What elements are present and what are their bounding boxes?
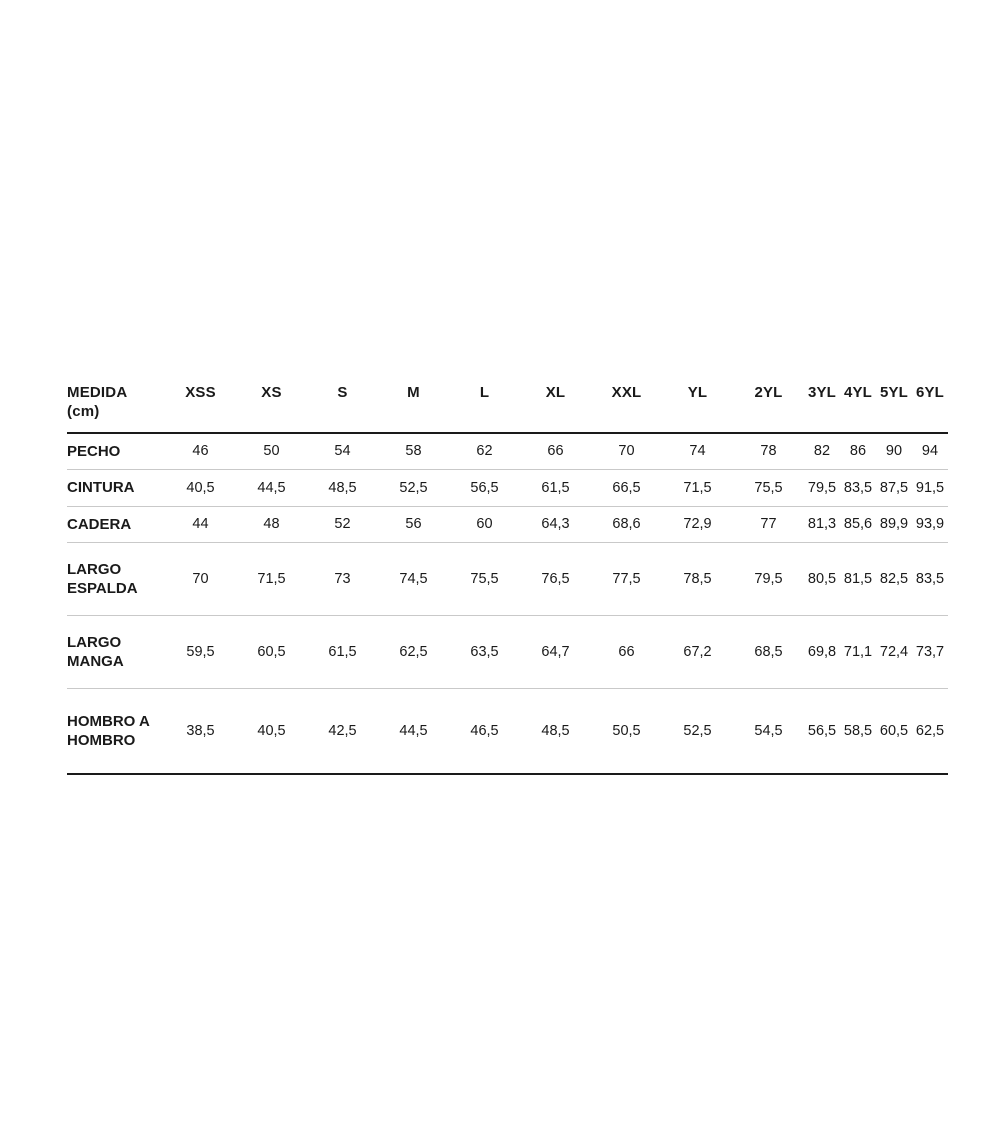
row-label-largo-espalda: LARGO ESPALDA [67, 543, 165, 616]
cell-cintura-xs: 44,5 [236, 470, 307, 507]
cell-cadera-m: 56 [378, 506, 449, 543]
cell-largo-manga-xl: 64,7 [520, 616, 591, 689]
cell-largo-espalda-m: 74,5 [378, 543, 449, 616]
cell-hombro-s: 42,5 [307, 689, 378, 775]
cell-pecho-xxl: 70 [591, 433, 662, 470]
cell-cadera-xxl: 68,6 [591, 506, 662, 543]
cell-hombro-xl: 48,5 [520, 689, 591, 775]
column-header-xl: XL [520, 376, 591, 433]
column-header-yl: YL [662, 376, 733, 433]
cell-hombro-xxl: 50,5 [591, 689, 662, 775]
cell-cadera-yl: 72,9 [662, 506, 733, 543]
row-label-pecho: PECHO [67, 433, 165, 470]
cell-cintura-xxl: 66,5 [591, 470, 662, 507]
cell-pecho-s: 54 [307, 433, 378, 470]
cell-largo-espalda-xxl: 77,5 [591, 543, 662, 616]
cell-hombro-3yl: 56,5 [804, 689, 840, 775]
cell-hombro-5yl: 60,5 [876, 689, 912, 775]
cell-cadera-xs: 48 [236, 506, 307, 543]
table-header [67, 376, 948, 433]
cell-hombro-4yl: 58,5 [840, 689, 876, 775]
size-chart-container [67, 376, 945, 775]
cell-cadera-2yl: 77 [733, 506, 804, 543]
cell-pecho-xss: 46 [165, 433, 236, 470]
cell-pecho-l: 62 [449, 433, 520, 470]
cell-largo-manga-5yl: 72,4 [876, 616, 912, 689]
cell-cadera-4yl: 85,6 [840, 506, 876, 543]
cell-largo-manga-2yl: 68,5 [733, 616, 804, 689]
column-header-xxl: XXL [591, 376, 662, 433]
cell-largo-espalda-l: 75,5 [449, 543, 520, 616]
cell-hombro-xs: 40,5 [236, 689, 307, 775]
cell-largo-espalda-xss: 70 [165, 543, 236, 616]
column-header-4yl: 4YL [840, 376, 876, 433]
cell-largo-manga-m: 62,5 [378, 616, 449, 689]
cell-hombro-m: 44,5 [378, 689, 449, 775]
cell-cadera-s: 52 [307, 506, 378, 543]
column-header-xs: XS [236, 376, 307, 433]
cell-largo-espalda-4yl: 81,5 [840, 543, 876, 616]
column-header-measure [67, 376, 165, 433]
table-row [67, 433, 948, 470]
cell-cadera-5yl: 89,9 [876, 506, 912, 543]
cell-cintura-2yl: 75,5 [733, 470, 804, 507]
cell-hombro-yl: 52,5 [662, 689, 733, 775]
cell-cintura-m: 52,5 [378, 470, 449, 507]
table-header-row [67, 376, 948, 433]
cell-hombro-xss: 38,5 [165, 689, 236, 775]
cell-largo-espalda-xs: 71,5 [236, 543, 307, 616]
row-label-cadera: CADERA [67, 506, 165, 543]
cell-pecho-6yl: 94 [912, 433, 948, 470]
column-header-3yl: 3YL [804, 376, 840, 433]
cell-hombro-2yl: 54,5 [733, 689, 804, 775]
cell-largo-manga-6yl: 73,7 [912, 616, 948, 689]
column-header-2yl: 2YL [733, 376, 804, 433]
cell-largo-manga-3yl: 69,8 [804, 616, 840, 689]
cell-largo-manga-xxl: 66 [591, 616, 662, 689]
cell-largo-manga-s: 61,5 [307, 616, 378, 689]
cell-largo-manga-xss: 59,5 [165, 616, 236, 689]
row-label-cintura: CINTURA [67, 470, 165, 507]
cell-largo-manga-l: 63,5 [449, 616, 520, 689]
cell-hombro-l: 46,5 [449, 689, 520, 775]
cell-cintura-xl: 61,5 [520, 470, 591, 507]
table-body [67, 433, 948, 775]
cell-cintura-4yl: 83,5 [840, 470, 876, 507]
column-header-s: S [307, 376, 378, 433]
cell-cadera-l: 60 [449, 506, 520, 543]
measure-unit: (cm) [67, 402, 100, 420]
table-row [67, 506, 948, 543]
column-header-m: M [378, 376, 449, 433]
column-header-l: L [449, 376, 520, 433]
cell-largo-manga-xs: 60,5 [236, 616, 307, 689]
cell-cadera-xl: 64,3 [520, 506, 591, 543]
cell-pecho-2yl: 78 [733, 433, 804, 470]
row-label-largo-manga: LARGO MANGA [67, 616, 165, 689]
cell-largo-espalda-s: 73 [307, 543, 378, 616]
cell-pecho-xl: 66 [520, 433, 591, 470]
cell-largo-espalda-yl: 78,5 [662, 543, 733, 616]
cell-cintura-s: 48,5 [307, 470, 378, 507]
cell-hombro-6yl: 62,5 [912, 689, 948, 775]
cell-pecho-4yl: 86 [840, 433, 876, 470]
size-chart-table [67, 376, 948, 775]
cell-pecho-3yl: 82 [804, 433, 840, 470]
cell-cadera-3yl: 81,3 [804, 506, 840, 543]
cell-largo-manga-yl: 67,2 [662, 616, 733, 689]
cell-pecho-m: 58 [378, 433, 449, 470]
cell-cintura-3yl: 79,5 [804, 470, 840, 507]
table-row [67, 616, 948, 689]
cell-largo-espalda-2yl: 79,5 [733, 543, 804, 616]
cell-largo-manga-4yl: 71,1 [840, 616, 876, 689]
table-row [67, 543, 948, 616]
table-row [67, 689, 948, 775]
measure-label: MEDIDA [67, 384, 128, 401]
cell-largo-espalda-xl: 76,5 [520, 543, 591, 616]
cell-cadera-xss: 44 [165, 506, 236, 543]
cell-largo-espalda-3yl: 80,5 [804, 543, 840, 616]
column-header-xss: XSS [165, 376, 236, 433]
cell-pecho-5yl: 90 [876, 433, 912, 470]
cell-pecho-xs: 50 [236, 433, 307, 470]
cell-cintura-l: 56,5 [449, 470, 520, 507]
cell-largo-espalda-5yl: 82,5 [876, 543, 912, 616]
cell-cadera-6yl: 93,9 [912, 506, 948, 543]
cell-largo-espalda-6yl: 83,5 [912, 543, 948, 616]
table-row [67, 470, 948, 507]
column-header-5yl: 5YL [876, 376, 912, 433]
cell-pecho-yl: 74 [662, 433, 733, 470]
row-label-hombro-a-hombro: HOMBRO A HOMBRO [67, 689, 165, 775]
cell-cintura-yl: 71,5 [662, 470, 733, 507]
cell-cintura-xss: 40,5 [165, 470, 236, 507]
cell-cintura-6yl: 91,5 [912, 470, 948, 507]
column-header-6yl: 6YL [912, 376, 948, 433]
cell-cintura-5yl: 87,5 [876, 470, 912, 507]
